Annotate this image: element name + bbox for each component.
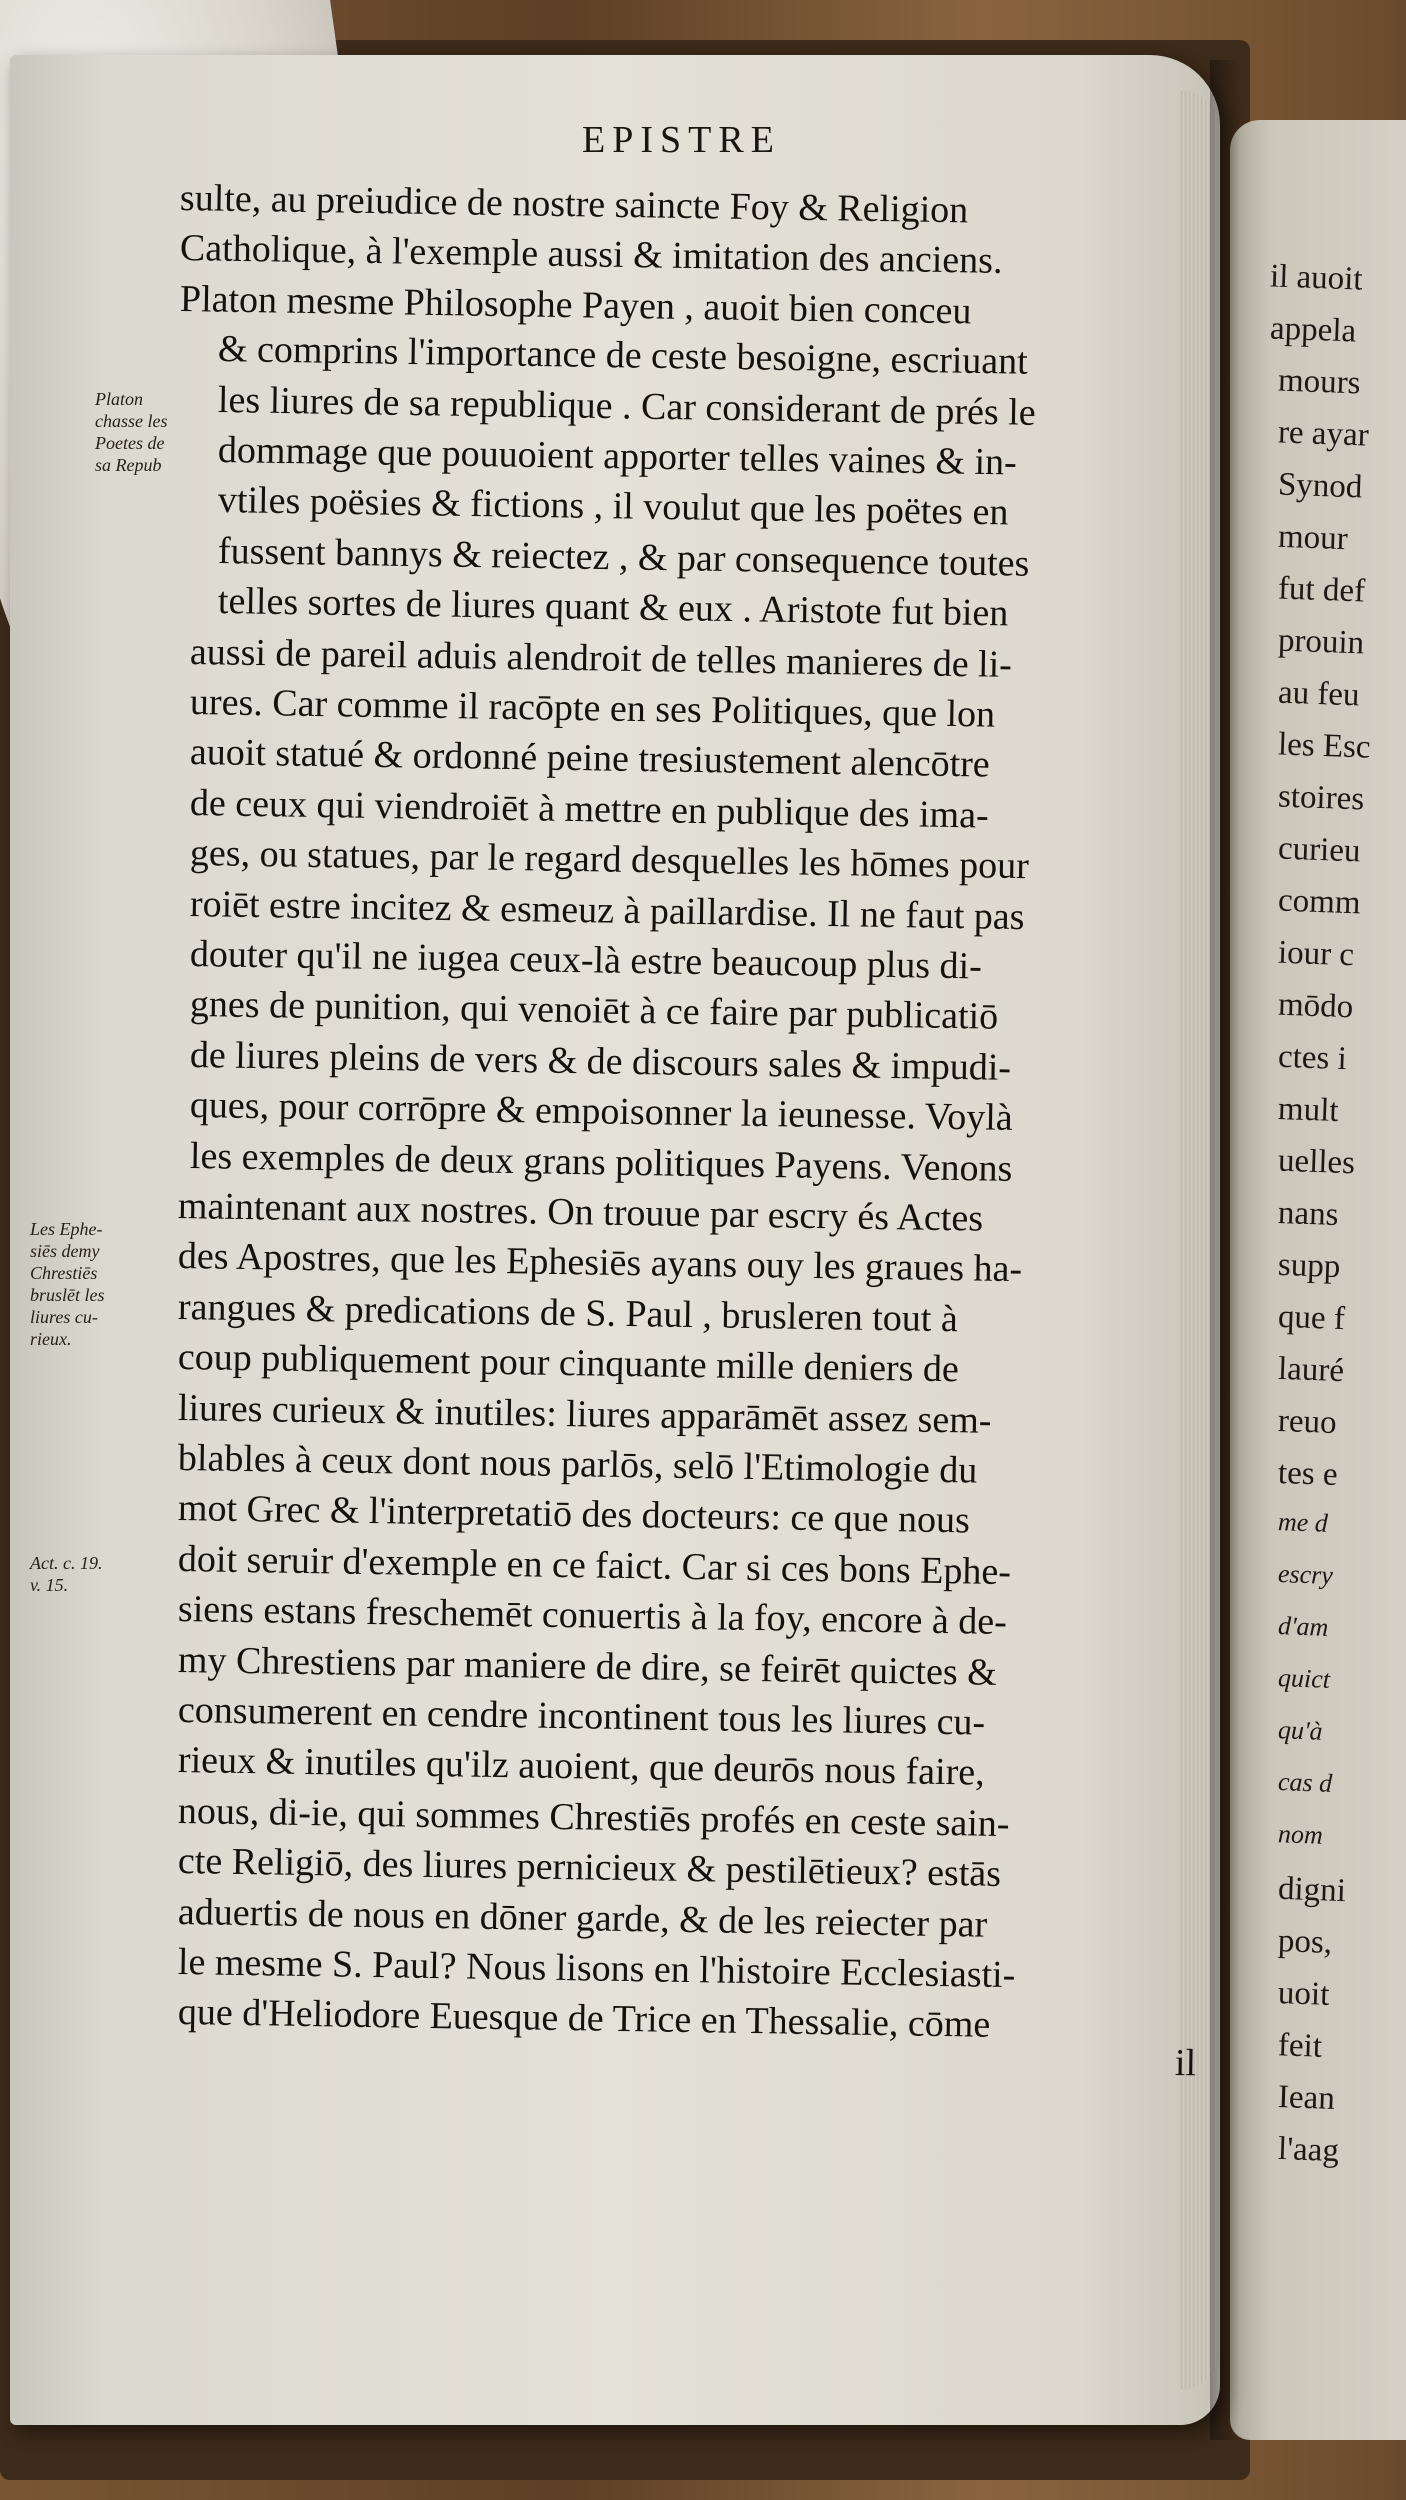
text-line: cte Religiō, des liures pernicieux & pestilētieux? estās [177,1840,1002,1896]
text-line: auoit statué & ordonné peine tresiustement alencōtre [189,731,991,786]
margin-note-line: Les Ephe- [30,1219,103,1239]
right-page-line: d'am [1277,1611,1329,1642]
right-page-line: l'aag [1277,2130,1340,2170]
text-line: & comprins l'importance de ceste besoigne, escriuant [217,328,1029,383]
margin-note-platon [95,388,167,476]
right-page-line: uoit [1277,1975,1330,2013]
text-line: gnes de punition, qui venoiēt à ce faire par publicatiō [189,983,999,1039]
margin-note-line: chasse les [95,411,168,431]
right-page-line: nans [1277,1194,1340,1234]
right-page-line: pos, [1277,1923,1333,1961]
text-line: blables à ceux dont nous parlōs, selō l'Etimologie du [177,1437,978,1492]
text-line: my Chrestiens par maniere de dire, se feirēt quictes & [177,1638,998,1694]
right-page-line: cas d [1277,1767,1333,1798]
right-page-line: feit [1277,2027,1323,2065]
right-page-line: quict [1277,1663,1331,1694]
right-page [1230,120,1406,2440]
text-line: vtiles poësies & fictions , il voulut que les poëtes en [217,479,1009,534]
right-page-line: Synod [1277,466,1363,506]
running-header: EPISTRE [582,119,781,161]
right-page-line: que f [1277,1298,1346,1338]
text-line: nous, di-ie, qui sommes Chrestiēs profés en ceste sain- [177,1789,1010,1845]
right-page-line: ctes i [1277,1038,1348,1078]
margin-note-line: bruslēt les [30,1285,105,1305]
right-page-line: prouin [1277,622,1365,662]
right-page-line: supp [1277,1246,1341,1286]
right-page-line: il auoit [1269,258,1364,298]
right-page-line: lauré [1277,1350,1345,1390]
text-line: le mesme S. Paul? Nous lisons en l'histoire Ecclesiasti- [177,1941,1016,1997]
margin-note-line: Act. c. 19. [30,1553,103,1573]
margin-note-line: rieux. [30,1329,72,1349]
text-line: Platon mesme Philosophe Payen , auoit bien conceu [179,277,972,333]
text-line: siens estans freschemēt conuertis à la foy, encore à de- [177,1588,1008,1644]
text-line: roiēt estre incitez & esmeuz à paillardise. Il ne faut pas [189,882,1025,938]
right-page-line: les Esc [1277,726,1372,766]
text-line: ures. Car comme il racōpte en ses Politiques, que lon [189,681,996,736]
right-page-line: mōdo [1277,986,1354,1026]
margin-note-line: liures cu- [30,1307,98,1327]
right-page-line: stoires [1277,778,1365,818]
right-page-line: appela [1269,310,1357,350]
margin-note-line: Chrestiēs [30,1263,98,1283]
text-line: les liures de sa republique . Car considerant de prés le [217,378,1037,434]
right-page-line: nom [1277,1819,1324,1850]
text-line: doit seruir d'exemple en ce faict. Car si ces bons Ephe- [177,1537,1012,1593]
text-line: aduertis de nous en dōner garde, & de les reiecter par [177,1890,988,1946]
text-line: fussent bannys & reiectez , & par consequence toutes [217,529,1030,585]
text-line: consumerent en cendre incontinent tous les liures cu- [177,1689,986,1744]
margin-note-line: Poetes de [95,433,165,453]
text-line: les exemples de deux grans politiques Payens. Venons [189,1134,1013,1190]
right-page-line: qu'à [1277,1715,1324,1746]
text-line: rangues & predications de S. Paul , brusleren tout à [177,1285,959,1341]
text-line: ques, pour corrōpre & empoisonner la ieunesse. Voylà [189,1084,1014,1140]
right-page-line: uelles [1277,1142,1356,1182]
text-line: coup publiquement pour cinquante mille deniers de [177,1336,960,1391]
text-line: Catholique, à l'exemple aussi & imitation des anciens. [179,227,1003,283]
text-line: que d'Heliodore Euesque de Trice en Thessalie, cōme [177,1991,991,2047]
margin-note-line: sa Repub [95,455,162,475]
text-line: dommage que pouuoient apporter telles vaines & in- [217,429,1018,484]
text-line: aussi de pareil aduis alendroit de telles manieres de li- [189,630,1013,686]
right-page-line: re ayar [1277,414,1370,454]
text-line: des Apostres, que les Ephesiēs ayans ouy les graues ha- [177,1235,1023,1291]
text-line: liures curieux & inutiles: liures apparāmēt assez sem- [177,1386,992,1442]
right-page-line: comm [1277,882,1362,922]
margin-note-line: siēs demy [30,1241,100,1261]
text-line: il [1174,2041,1197,2085]
text-line: de liures pleins de vers & de discours sales & impudi- [189,1033,1012,1089]
right-page-line: au feu [1277,674,1361,714]
right-page-line: Iean [1277,2079,1336,2117]
right-page-line: curieu [1277,830,1362,870]
text-line: mot Grec & l'interpretatiō des docteurs: ce que nous [177,1487,971,1542]
text-line: de ceux qui viendroiēt à mettre en publique des ima- [189,781,990,837]
margin-note-ephesiens [30,1218,105,1350]
text-line: douter qu'il ne iugea ceux-là estre beaucoup plus di- [189,933,983,988]
text-line: rieux & inutiles qu'ilz auoient, que deurōs nous faire, [177,1739,985,1795]
margin-note-acts-reference [30,1552,102,1596]
margin-note-line: v. 15. [30,1575,69,1595]
right-page-line: fut def [1277,570,1366,610]
right-page-line: tes e [1277,1454,1339,1494]
right-page-line: mours [1277,362,1362,402]
text-line: sulte, au preiudice de nostre saincte Foy & Religion [179,177,969,232]
text-line: maintenant aux nostres. On trouue par escry és Actes [177,1185,984,1240]
right-page-line: mult [1277,1090,1340,1130]
right-page-line: me d [1277,1507,1329,1538]
right-page-line: escry [1277,1559,1334,1590]
right-page-line: mour [1277,518,1349,558]
margin-note-line: Platon [95,389,143,409]
text-line: telles sortes de liures quant & eux . Aristote fut bien [217,580,1009,635]
text-line: ges, ou statues, par le regard desquelles les hōmes pour [189,832,1030,888]
right-page-line: reuo [1277,1402,1338,1442]
right-page-line: digni [1277,1870,1347,1910]
right-page-line: iour c [1277,934,1355,974]
